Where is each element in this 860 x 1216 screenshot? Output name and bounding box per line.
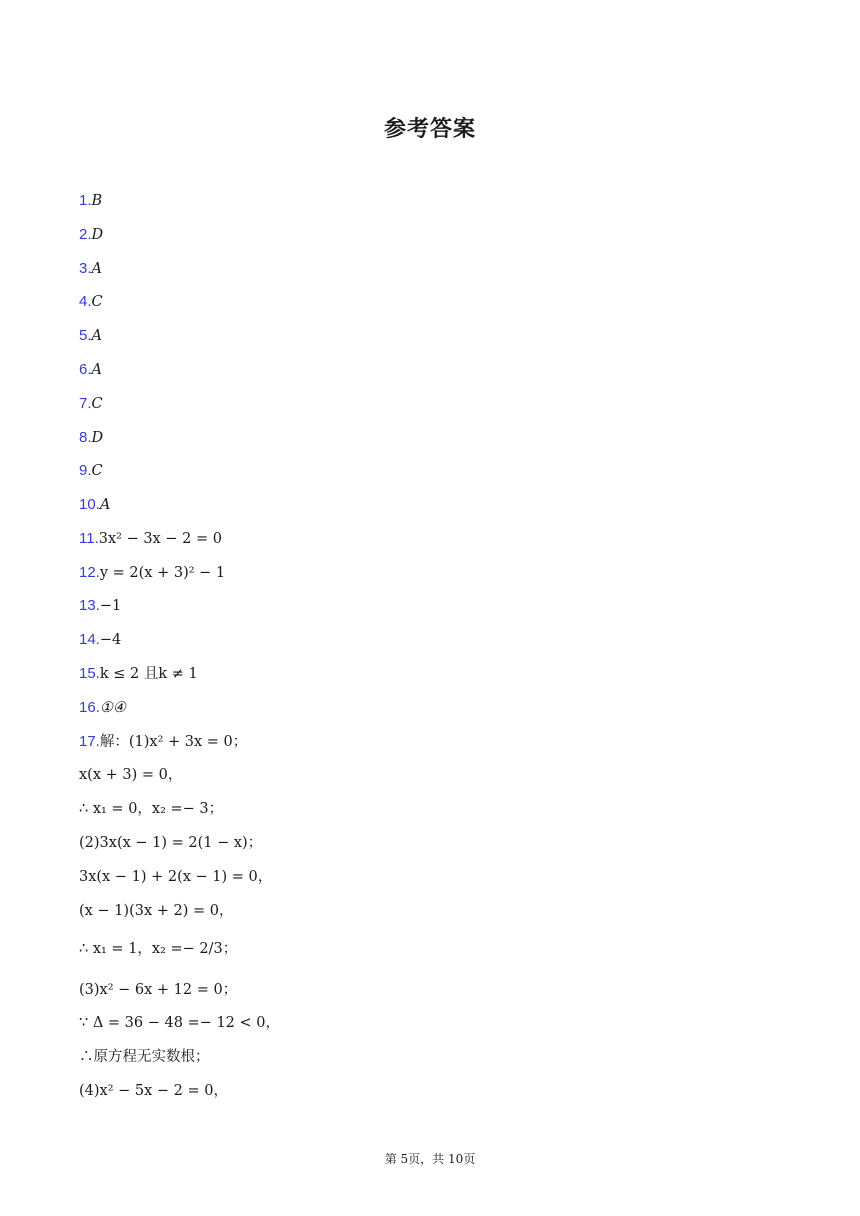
answer-number: 6. [79,361,92,378]
answer-13 [79,596,121,616]
answer-15 [79,664,198,684]
answer-text: A [99,497,111,513]
answer-number: 17. [79,733,100,750]
solution-line: x(x + 3) = 0， [79,767,183,783]
solution-line: ∴ x₁ = 0，x₂ =− 3； [79,801,224,817]
answer-number: 9. [79,462,92,479]
solution-line: ∴ x₁ = 1，x₂ =− 2/3； [79,941,238,957]
answer-16 [79,698,126,718]
answer-text: A [91,261,102,277]
answer-17 [79,732,247,752]
solution-line: (x − 1)(3x + 2) = 0， [79,903,234,919]
answer-12 [79,563,225,583]
solution-line: (4)x² − 5x − 2 = 0， [79,1083,228,1099]
answer-number: 16. [79,699,100,716]
answer-text: C [91,463,103,479]
answer-text: A [91,328,102,344]
answer-11 [79,529,222,549]
answer-4 [79,292,103,312]
answer-text: C [91,294,103,310]
answer-number: 4. [79,293,92,310]
answer-text: 3x² − 3x − 2 = 0 [98,531,222,547]
answer-number: 12. [79,564,100,581]
answer-number: 5. [79,327,92,344]
solution-line: 3x(x − 1) + 2(x − 1) = 0， [79,869,273,885]
answer-text: k ≤ 2 且k ≠ 1 [99,666,198,682]
answer-text: ①④ [99,700,126,716]
answer-5 [79,326,102,346]
answer-3 [79,259,102,279]
answer-number: 7. [79,395,92,412]
page-title: 参考答案 [383,117,476,142]
answer-number: 10. [79,496,100,513]
answer-8 [79,428,103,448]
answer-number: 14. [79,631,100,648]
answer-10 [79,495,110,515]
answer-number: 2. [79,226,92,243]
solution-line: ∴原方程无实数根； [79,1049,210,1065]
page-footer: 第 5页，共 10页 [384,1152,476,1166]
answer-text: A [91,362,102,378]
answer-text: y = 2(x + 3)² − 1 [99,565,226,581]
answer-text: D [91,430,104,446]
answer-7 [79,394,103,414]
answer-1 [79,191,102,211]
answer-number: 13. [79,597,100,614]
answer-number: 8. [79,429,92,446]
answer-number: 1. [79,192,92,209]
answer-2 [79,225,103,245]
answer-text: −1 [99,598,122,614]
answer-14 [79,630,121,650]
solution-line: (3)x² − 6x + 12 = 0； [79,982,238,998]
solution-line: 解：(1)x² + 3x = 0； [99,734,248,750]
answer-text: −4 [99,632,122,648]
answer-6 [79,360,102,380]
answer-9 [79,461,103,481]
answer-number: 11. [79,530,99,547]
answer-text: C [91,396,103,412]
answer-number: 15. [79,665,100,682]
solution-line: ∵ Δ = 36 − 48 =− 12 < 0， [79,1015,281,1031]
answer-number: 3. [79,260,92,277]
answer-text: B [91,193,103,209]
answer-text: D [91,227,104,243]
solution-line: (2)3x(x − 1) = 2(1 − x)； [79,835,263,851]
